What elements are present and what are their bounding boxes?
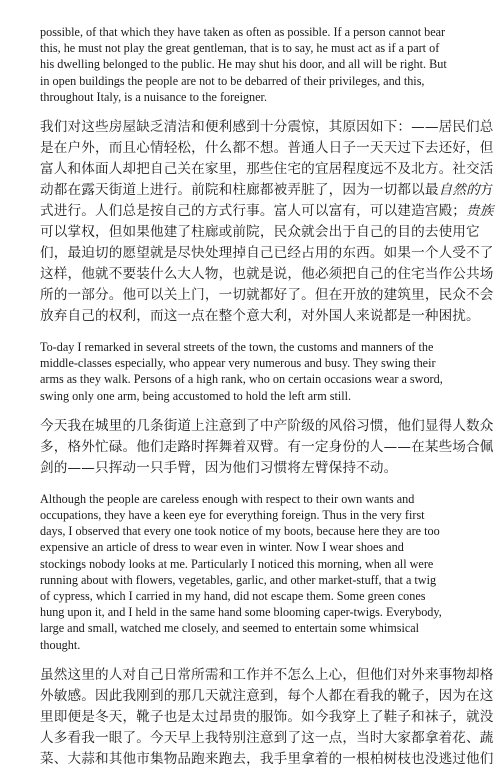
- text-line: 式进行。人们总是按自己的方式行事。富人可以富有，可以建造宫殿；贵族: [40, 203, 494, 220]
- text-line: 多，格外忙碌。他们走路时挥舞着双臂。有一定身份的人——在某些场合佩: [40, 438, 494, 455]
- text-line: days, I observed that every one took notice of my boots, because here they are too: [40, 524, 440, 539]
- paragraph-en-3: [40, 491, 466, 653]
- text-line: large and small, watched me closely, and seemed to entertain some whimsical: [40, 621, 420, 636]
- emphasis-text: 自然的: [438, 182, 480, 199]
- text-line: occupations, they have a keen eye for everything foreign. Thus in the very first: [40, 508, 425, 523]
- text-line: stockings nobody looks at me. Particularly I noticed this morning, when all were: [40, 556, 434, 571]
- text-line: his dwelling belonged to the public. He may shut his door, and all will be right. But: [40, 57, 447, 72]
- text-line: possible, of that which they have taken as often as possible. If a person cannot bear: [40, 25, 446, 39]
- text-line: expensive an article of dress to wear even in winter. Now I wear shoes and: [40, 540, 404, 555]
- text-line: in open buildings the people are not to be debarred of their privileges, and this,: [40, 73, 425, 88]
- text-line: of cypress, which I carried in my hand, did not escape them. Some green cones: [40, 589, 426, 604]
- text-line: swing only one arm, being accustomed to hold the left arm still.: [40, 388, 352, 403]
- text-line: 今天我在城里的几条街道上注意到了中产阶级的风俗习惯，他们显得人数众: [40, 417, 494, 434]
- paragraph-en-2: [40, 339, 466, 404]
- text-line: 虽然这里的人对自己日常所需和工作并不怎么上心，但他们对外来事物却格: [40, 666, 494, 683]
- paragraph-zh-1: [40, 117, 494, 327]
- paragraph-zh-3: [40, 665, 494, 770]
- text-line: 所的一部分。他可以关上门，一切就都好了。但在开放的建筑里，民众不会: [40, 287, 494, 304]
- text-line: hung upon it, and I held in the same hand some blooming caper-twigs. Everybody,: [40, 605, 442, 620]
- text-line: throughout Italy, is a nuisance to the foreigner.: [40, 89, 267, 104]
- text-line: 菜、大蒜和其他市集物品跑来跑去，我手里拿着的一根柏树枝也没逃过他们: [40, 750, 494, 767]
- paragraph-en-1: [40, 24, 466, 105]
- text-line: thought.: [40, 637, 81, 652]
- text-line: 人多看我一眼了。今天早上我特别注意到了这一点，当时大家都拿着花、蔬: [40, 729, 494, 746]
- text-line: 我们对这些房屋缺乏清洁和便利感到十分震惊，其原因如下：——居民们总: [40, 119, 494, 136]
- text-line: 里即便是冬天，靴子也是太过昂贵的服饰。如今我穿上了鞋子和袜子，就没: [40, 708, 494, 725]
- text-line: this, he must not play the great gentleman, that is to say, he must act as if a part of: [40, 41, 440, 56]
- text-line: 放弃自己的权利，而这一点在整个意大利，对外国人来说都是一种困扰。: [40, 308, 480, 325]
- text-line: arms as they walk. Persons of a high rank, who on certain occasions wear a sword,: [40, 372, 443, 387]
- text-line: 动都在露天街道上进行。前院和柱廊都被弄脏了，因为一切都以最自然的方: [40, 182, 494, 199]
- emphasis-text: 贵族: [466, 203, 494, 220]
- text-line: 外敏感。因此我刚到的那几天就注意到，每个人都在看我的靴子，因为在这: [40, 687, 494, 704]
- paragraph-zh-2: [40, 416, 494, 479]
- text-line: 可以掌权，但如果他建了柱廊或前院，民众就会出于自己的目的去使用它: [40, 224, 480, 241]
- text-line: 这样，他就不要装什么大人物，也就是说，他必须把自己的住宅当作公共场: [40, 266, 494, 283]
- text-line: Although the people are careless enough with respect to their own wants and: [40, 491, 415, 506]
- text-line: 富人和体面人却把自己关在家里，那些住宅的宜居程度远不及北方。社交活: [40, 161, 494, 178]
- text-line: 们，最迫切的愿望就是尽快处理掉自己已经占用的东西。如果一个人受不了: [40, 245, 494, 262]
- text-line: middle-classes especially, who appear very numerous and busy. They swing their: [40, 356, 436, 371]
- text-line: running about with flowers, vegetables, garlic, and other market-stuff, that a twig: [40, 572, 437, 587]
- text-line: 是在户外，而且心情轻松，什么都不想。普通人日子一天天过下去还好，但: [40, 140, 494, 157]
- text-line: 剑的——只挥动一只手臂，因为他们习惯将左臂保持不动。: [40, 459, 398, 476]
- text-line: To-day I remarked in several streets of the town, the customs and manners of the: [40, 340, 434, 355]
